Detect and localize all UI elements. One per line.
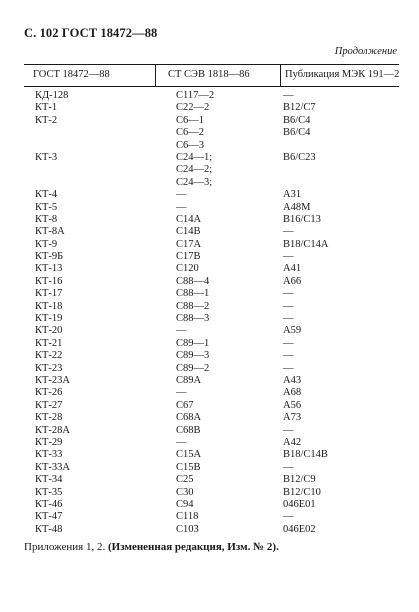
footer-text: Приложения 1, 2. — [24, 541, 108, 553]
cell-iec: — — [283, 424, 294, 436]
cell-gost: КТ-3 — [35, 151, 58, 163]
cell-gost: КТ-33 — [35, 449, 63, 461]
cell-gost: КТ-13 — [35, 263, 63, 275]
cell-gost: КТ-29 — [35, 436, 63, 448]
cell-gost: КД-128 — [35, 90, 69, 101]
cell-iec: А68 — [283, 387, 302, 399]
table-row — [24, 276, 399, 288]
table-top-rule — [24, 64, 399, 65]
cell-st-sev: С30 — [176, 486, 194, 498]
cell-st-sev: С89А — [176, 374, 202, 386]
cell-iec: А59 — [283, 325, 302, 337]
cell-iec: — — [283, 350, 294, 362]
cell-st-sev: С17В — [176, 251, 201, 263]
cell-st-sev: С24—3; — [176, 176, 213, 188]
cell-st-sev: С25 — [176, 474, 194, 486]
cell-gost: КТ-8 — [35, 213, 58, 225]
table-row — [24, 301, 399, 313]
cell-gost: КТ-19 — [35, 313, 63, 325]
cell-st-sev: С15В — [176, 461, 201, 473]
table-row — [24, 263, 399, 275]
cell-st-sev: С88—1 — [176, 288, 210, 300]
table-row — [24, 164, 399, 176]
table-row — [24, 177, 399, 189]
table-row — [24, 363, 399, 375]
cell-st-sev: С94 — [176, 498, 194, 510]
header-bottom-rule — [24, 86, 399, 87]
footer-note — [24, 541, 279, 553]
cell-gost: КТ-34 — [35, 474, 63, 486]
cell-gost: КТ-23 — [35, 362, 63, 374]
cell-iec: А41 — [283, 263, 302, 275]
cell-st-sev: — — [176, 436, 187, 448]
table-row — [24, 449, 399, 461]
cell-iec: — — [283, 90, 294, 101]
cell-iec: В6/С4 — [283, 127, 311, 139]
continuation-label: Продолжение — [334, 46, 397, 57]
cell-gost: КТ-9Б — [35, 251, 64, 263]
table-row — [24, 338, 399, 350]
table-row — [24, 127, 399, 139]
cell-gost: КТ-23А — [35, 374, 70, 386]
table-row — [24, 202, 399, 214]
cell-iec: В6/С4 — [283, 114, 311, 126]
table-row — [24, 412, 399, 424]
cell-iec: — — [283, 461, 294, 473]
cell-gost: КТ-18 — [35, 300, 63, 312]
table-row — [24, 90, 399, 102]
cell-st-sev: С15А — [176, 449, 202, 461]
table-row — [24, 375, 399, 387]
cell-iec: — — [283, 362, 294, 374]
cell-gost: КТ-33А — [35, 461, 70, 473]
cell-st-sev: — — [176, 325, 187, 337]
cell-iec: А56 — [283, 399, 302, 411]
table-row — [24, 487, 399, 499]
cell-st-sev: С68В — [176, 424, 201, 436]
cell-st-sev: — — [176, 387, 187, 399]
cell-gost: КТ-46 — [35, 498, 63, 510]
cell-iec: А42 — [283, 436, 302, 448]
cell-st-sev: С88—4 — [176, 275, 210, 287]
cell-st-sev: С14В — [176, 226, 201, 238]
column-divider — [155, 64, 156, 86]
cell-st-sev: С89—2 — [176, 362, 210, 374]
cell-st-sev: С17А — [176, 238, 202, 250]
cell-iec: В6/С23 — [283, 151, 316, 163]
cell-st-sev: С120 — [176, 263, 199, 275]
cell-gost: КТ-26 — [35, 387, 63, 399]
cell-st-sev: С103 — [176, 523, 199, 535]
cell-gost: КТ-27 — [35, 399, 63, 411]
table-row — [24, 437, 399, 449]
table-row — [24, 288, 399, 300]
cell-gost: КТ-21 — [35, 337, 63, 349]
cell-iec: — — [283, 511, 294, 523]
cell-gost: КТ-16 — [35, 275, 63, 287]
cell-st-sev: С24—1; — [176, 151, 213, 163]
cell-st-sev: С6—1 — [176, 114, 205, 126]
cell-iec: — — [283, 226, 294, 238]
cell-iec: 046Е01 — [283, 498, 316, 510]
table-row — [24, 313, 399, 325]
cell-iec: — — [283, 313, 294, 325]
cell-gost: КТ-22 — [35, 350, 63, 362]
table-row — [24, 325, 399, 337]
cell-st-sev: С118 — [176, 511, 199, 523]
cell-gost: КТ-9 — [35, 238, 58, 250]
cell-iec: — — [283, 251, 294, 263]
table-row — [24, 350, 399, 362]
cell-gost: КТ-48 — [35, 523, 63, 535]
cell-iec: А73 — [283, 412, 302, 424]
cell-gost: КТ-17 — [35, 288, 63, 300]
column-header-iec: Публикация МЭК 191—2 — [285, 69, 400, 80]
cell-st-sev: С24—2; — [176, 164, 213, 176]
cell-st-sev: С67 — [176, 399, 194, 411]
cell-st-sev: С88—2 — [176, 300, 210, 312]
table-row — [24, 251, 399, 263]
cell-iec: В12/С10 — [283, 486, 321, 498]
cell-iec: В18/С14В — [283, 449, 328, 461]
cell-gost: КТ-5 — [35, 201, 58, 213]
cell-iec: В18/С14А — [283, 238, 329, 250]
table-row — [24, 524, 399, 536]
table-row — [24, 140, 399, 152]
cell-iec: В16/С13 — [283, 213, 321, 225]
column-header-st-sev: СТ СЭВ 1818—86 — [168, 69, 250, 80]
page-header: С. 102 ГОСТ 18472—88 — [24, 26, 158, 40]
column-header-gost: ГОСТ 18472—88 — [33, 69, 110, 80]
table-row — [24, 499, 399, 511]
table-row — [24, 425, 399, 437]
cell-iec: А43 — [283, 374, 302, 386]
cell-iec: А31 — [283, 189, 302, 201]
cell-gost: КТ-28А — [35, 424, 70, 436]
footer-amendment: (Измененная редакция, Изм. № 2). — [107, 541, 279, 553]
cell-gost: КТ-2 — [35, 114, 58, 126]
cell-iec: 046Е02 — [283, 523, 316, 535]
cell-st-sev: — — [176, 189, 187, 201]
cell-gost: КТ-8А — [35, 226, 65, 238]
cell-iec: — — [283, 337, 294, 349]
cell-gost: КТ-35 — [35, 486, 63, 498]
cell-gost: КТ-20 — [35, 325, 63, 337]
table-row — [24, 511, 399, 523]
table-row — [24, 214, 399, 226]
table-row — [24, 474, 399, 486]
cell-gost: КТ-1 — [35, 102, 58, 114]
cell-iec: — — [283, 288, 294, 300]
cell-st-sev: С22—2 — [176, 102, 210, 114]
cell-iec: — — [283, 300, 294, 312]
table-row — [24, 462, 399, 474]
cell-iec: В12/С7 — [283, 102, 316, 114]
table-row — [24, 102, 399, 114]
cell-st-sev: С6—2 — [176, 127, 205, 139]
table-row — [24, 400, 399, 412]
cell-st-sev: С14А — [176, 213, 202, 225]
cell-st-sev: С89—1 — [176, 337, 210, 349]
column-divider — [280, 64, 281, 86]
table-body — [24, 90, 399, 536]
cell-iec: В12/С9 — [283, 474, 316, 486]
cell-st-sev: С88—3 — [176, 313, 210, 325]
table-row — [24, 189, 399, 201]
table-row — [24, 152, 399, 164]
cell-st-sev: С89—3 — [176, 350, 210, 362]
table-row — [24, 115, 399, 127]
table-row — [24, 387, 399, 399]
cell-st-sev: С6—3 — [176, 139, 205, 151]
cell-gost: КТ-47 — [35, 511, 63, 523]
cell-iec: А48М — [283, 201, 311, 213]
cell-iec: А66 — [283, 275, 302, 287]
table-row — [24, 239, 399, 251]
cell-gost: КТ-4 — [35, 189, 58, 201]
table-row — [24, 226, 399, 238]
cell-st-sev: С117—2 — [176, 90, 215, 101]
cell-st-sev: — — [176, 201, 187, 213]
cell-gost: КТ-28 — [35, 412, 63, 424]
cell-st-sev: С68А — [176, 412, 202, 424]
